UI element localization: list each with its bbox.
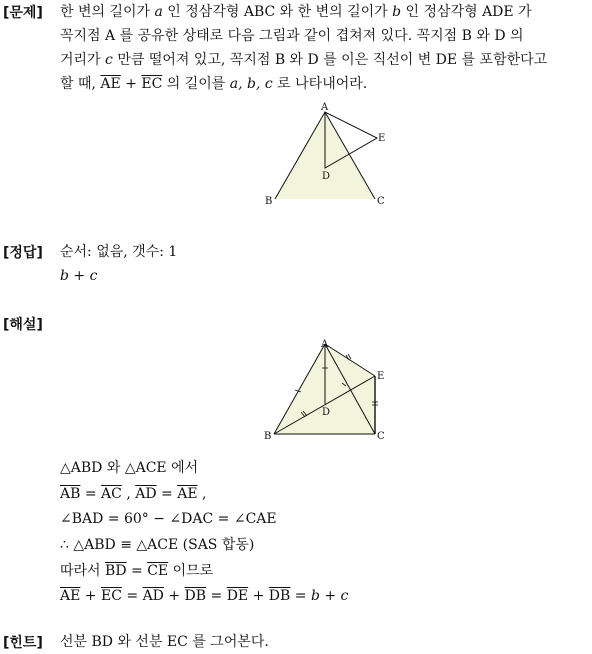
problem-figure (260, 100, 400, 210)
label-d: D (322, 407, 331, 418)
label-d: D (322, 171, 331, 182)
label-b: B (265, 196, 273, 207)
label-e: E (378, 133, 386, 144)
label-c: C (377, 196, 385, 207)
explanation-figure (262, 338, 392, 442)
label-c: C (377, 431, 385, 442)
problem-label: [문제] (3, 5, 43, 21)
label-a: A (321, 102, 329, 113)
problem-text: 한 변의 길이가 a 인 정삼각형 ABC 와 한 변의 길이가 b 인 정삼각형 ADE 가 꼭지점 A 를 공유한 상태로 다음 그림과 같이 겹쳐져 있다. 꼭지점 B 와 D 의 거리가 c 만큼 떨어져 있고, 꼭지점 B 와 D 를 이은 직선이 변 DE 를 포함한다고 할 때, $\overline{AE} + \overline{EC}$ 의 길이를 a, b, c 로 나타내어라. (60, 4, 548, 92)
explanation-label: [해설] (3, 317, 43, 333)
label-e: E (377, 371, 385, 382)
label-a: A (321, 339, 329, 350)
label-b: B (264, 431, 272, 442)
explanation-text: △ABD 와 △ACE 에서 $\overline{AB} = \overline{AC}$ , $\overline{AD} = \overline{AE}$ , ∠BAD = 60° − ∠DAC = ∠CAE ∴ △ABD ≡ △ACE (SAS 합동) 따라서 $\overline{BD} = \overline{CE}$ 이므로 $\overline{AE} + \overline{EC} = \overline{AD} + \overline{DB} = \overline{DE} + \overline{DB} = b + c$ (60, 460, 349, 605)
answer-label: [정답] (3, 245, 43, 261)
hint-label: [힌트] (3, 635, 43, 651)
hint-text: 선분 BD 와 선분 EC 를 그어본다. (60, 634, 269, 650)
answer-text: 순서: 없음, 갯수: 1 b + c (60, 244, 178, 284)
